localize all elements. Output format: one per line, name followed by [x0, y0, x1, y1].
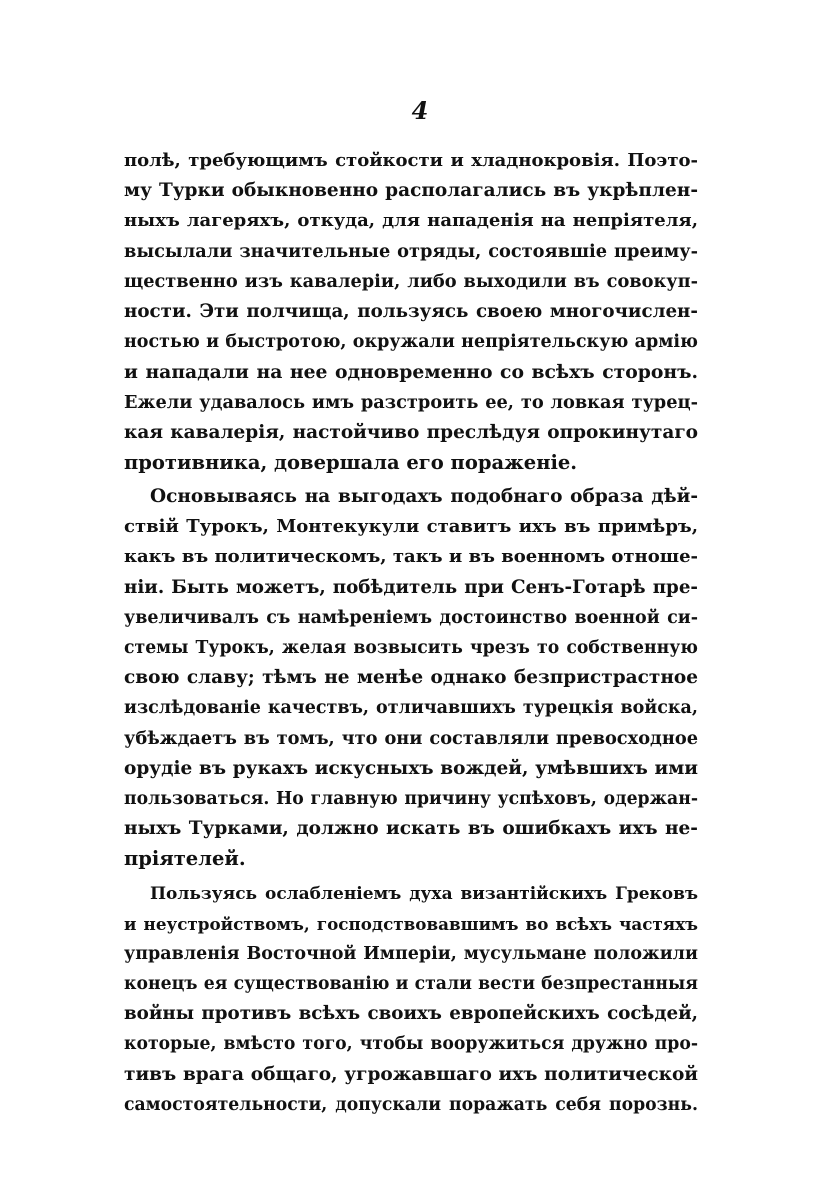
text-line: войны противъ всѣхъ своихъ европейскихъ сосѣдей,	[124, 1003, 698, 1025]
text-line: щественно изъ кавалеріи, либо выходили въ совокуп-	[124, 270, 698, 292]
text-line: конецъ ея существованію и стали вести безпрестанныя	[124, 974, 698, 995]
paragraph	[124, 879, 698, 1121]
text-line: Ежели удавалось имъ разстроить ее, то ловкая турец-	[124, 391, 698, 413]
text-line: которые, вмѣсто того, чтобы вооружиться дружно про-	[124, 1034, 698, 1055]
text-line: и нападали на нее одновременно со всѣхъ сторонъ.	[124, 361, 698, 384]
paragraph	[124, 146, 698, 478]
text-line: Основываясь на выгодахъ подобнаго образа дѣй-	[150, 486, 698, 508]
text-line: полѣ, требующимъ стойкости и хладнокровія. Поэто-	[124, 150, 698, 171]
page-number: 4	[411, 96, 429, 125]
text-line: стемы Турокъ, желая возвысить чрезъ то собственную	[124, 638, 698, 658]
text-line: увеличивалъ съ намѣреніемъ достоинство военной си-	[124, 607, 698, 628]
text-line: ніи. Быть можетъ, побѣдитель при Сенъ-Готарѣ пре-	[124, 576, 698, 598]
text-line: высылали значительные отряды, состоявшіе преиму-	[124, 240, 698, 262]
text-line: пріятелей.	[124, 847, 246, 871]
text-line: ныхъ Турками, должно искать въ ошибкахъ ихъ не-	[124, 818, 698, 840]
paragraph	[124, 482, 698, 874]
text-line: ствій Турокъ, Монтекукули ставитъ ихъ въ примѣръ,	[124, 516, 698, 538]
text-line: пользоваться. Но главную причину успѣховъ, одержан-	[124, 788, 698, 809]
text-line: ностью и быстротою, окружали непріятельскую армію	[124, 332, 698, 353]
text-line: какъ въ политическомъ, такъ и въ военномъ отноше-	[124, 546, 698, 568]
text-line: ныхъ лагеряхъ, откуда, для нападенія на непріятеля,	[124, 210, 698, 232]
text-line: управленія Восточной Имперіи, мусульмане положили	[124, 943, 698, 964]
text-line: и неустройствомъ, господствовавшимъ во всѣхъ частяхъ	[124, 913, 698, 934]
text-line: му Турки обыкновенно располагались въ укрѣплен-	[124, 180, 698, 202]
text-line: Пользуясь ослабленіемъ духа византійскихъ Грековъ	[150, 883, 698, 904]
text-line: кая кавалерія, настойчиво преслѣдуя опрокинутаго	[124, 421, 698, 443]
text-line: убѣждаетъ въ томъ, что они составляли превосходное	[124, 727, 698, 749]
text-line: изслѣдованіе качествъ, отличавшихъ турецкія войска,	[124, 698, 698, 719]
body-text	[124, 146, 698, 1120]
text-line: ности. Эти полчища, пользуясь своею многочислен-	[124, 300, 698, 322]
text-line: свою славу; тѣмъ не менѣе однако безпристрастное	[124, 667, 698, 689]
text-line: орудіе въ рукахъ искусныхъ вождей, умѣвшихъ ими	[124, 757, 698, 779]
text-line: противника, довершала его пораженіе.	[124, 450, 578, 474]
text-line: самостоятельности, допускали поражать себя порознь.	[124, 1094, 698, 1115]
text-line: тивъ врага общаго, угрожавшаго ихъ политической	[124, 1063, 698, 1085]
